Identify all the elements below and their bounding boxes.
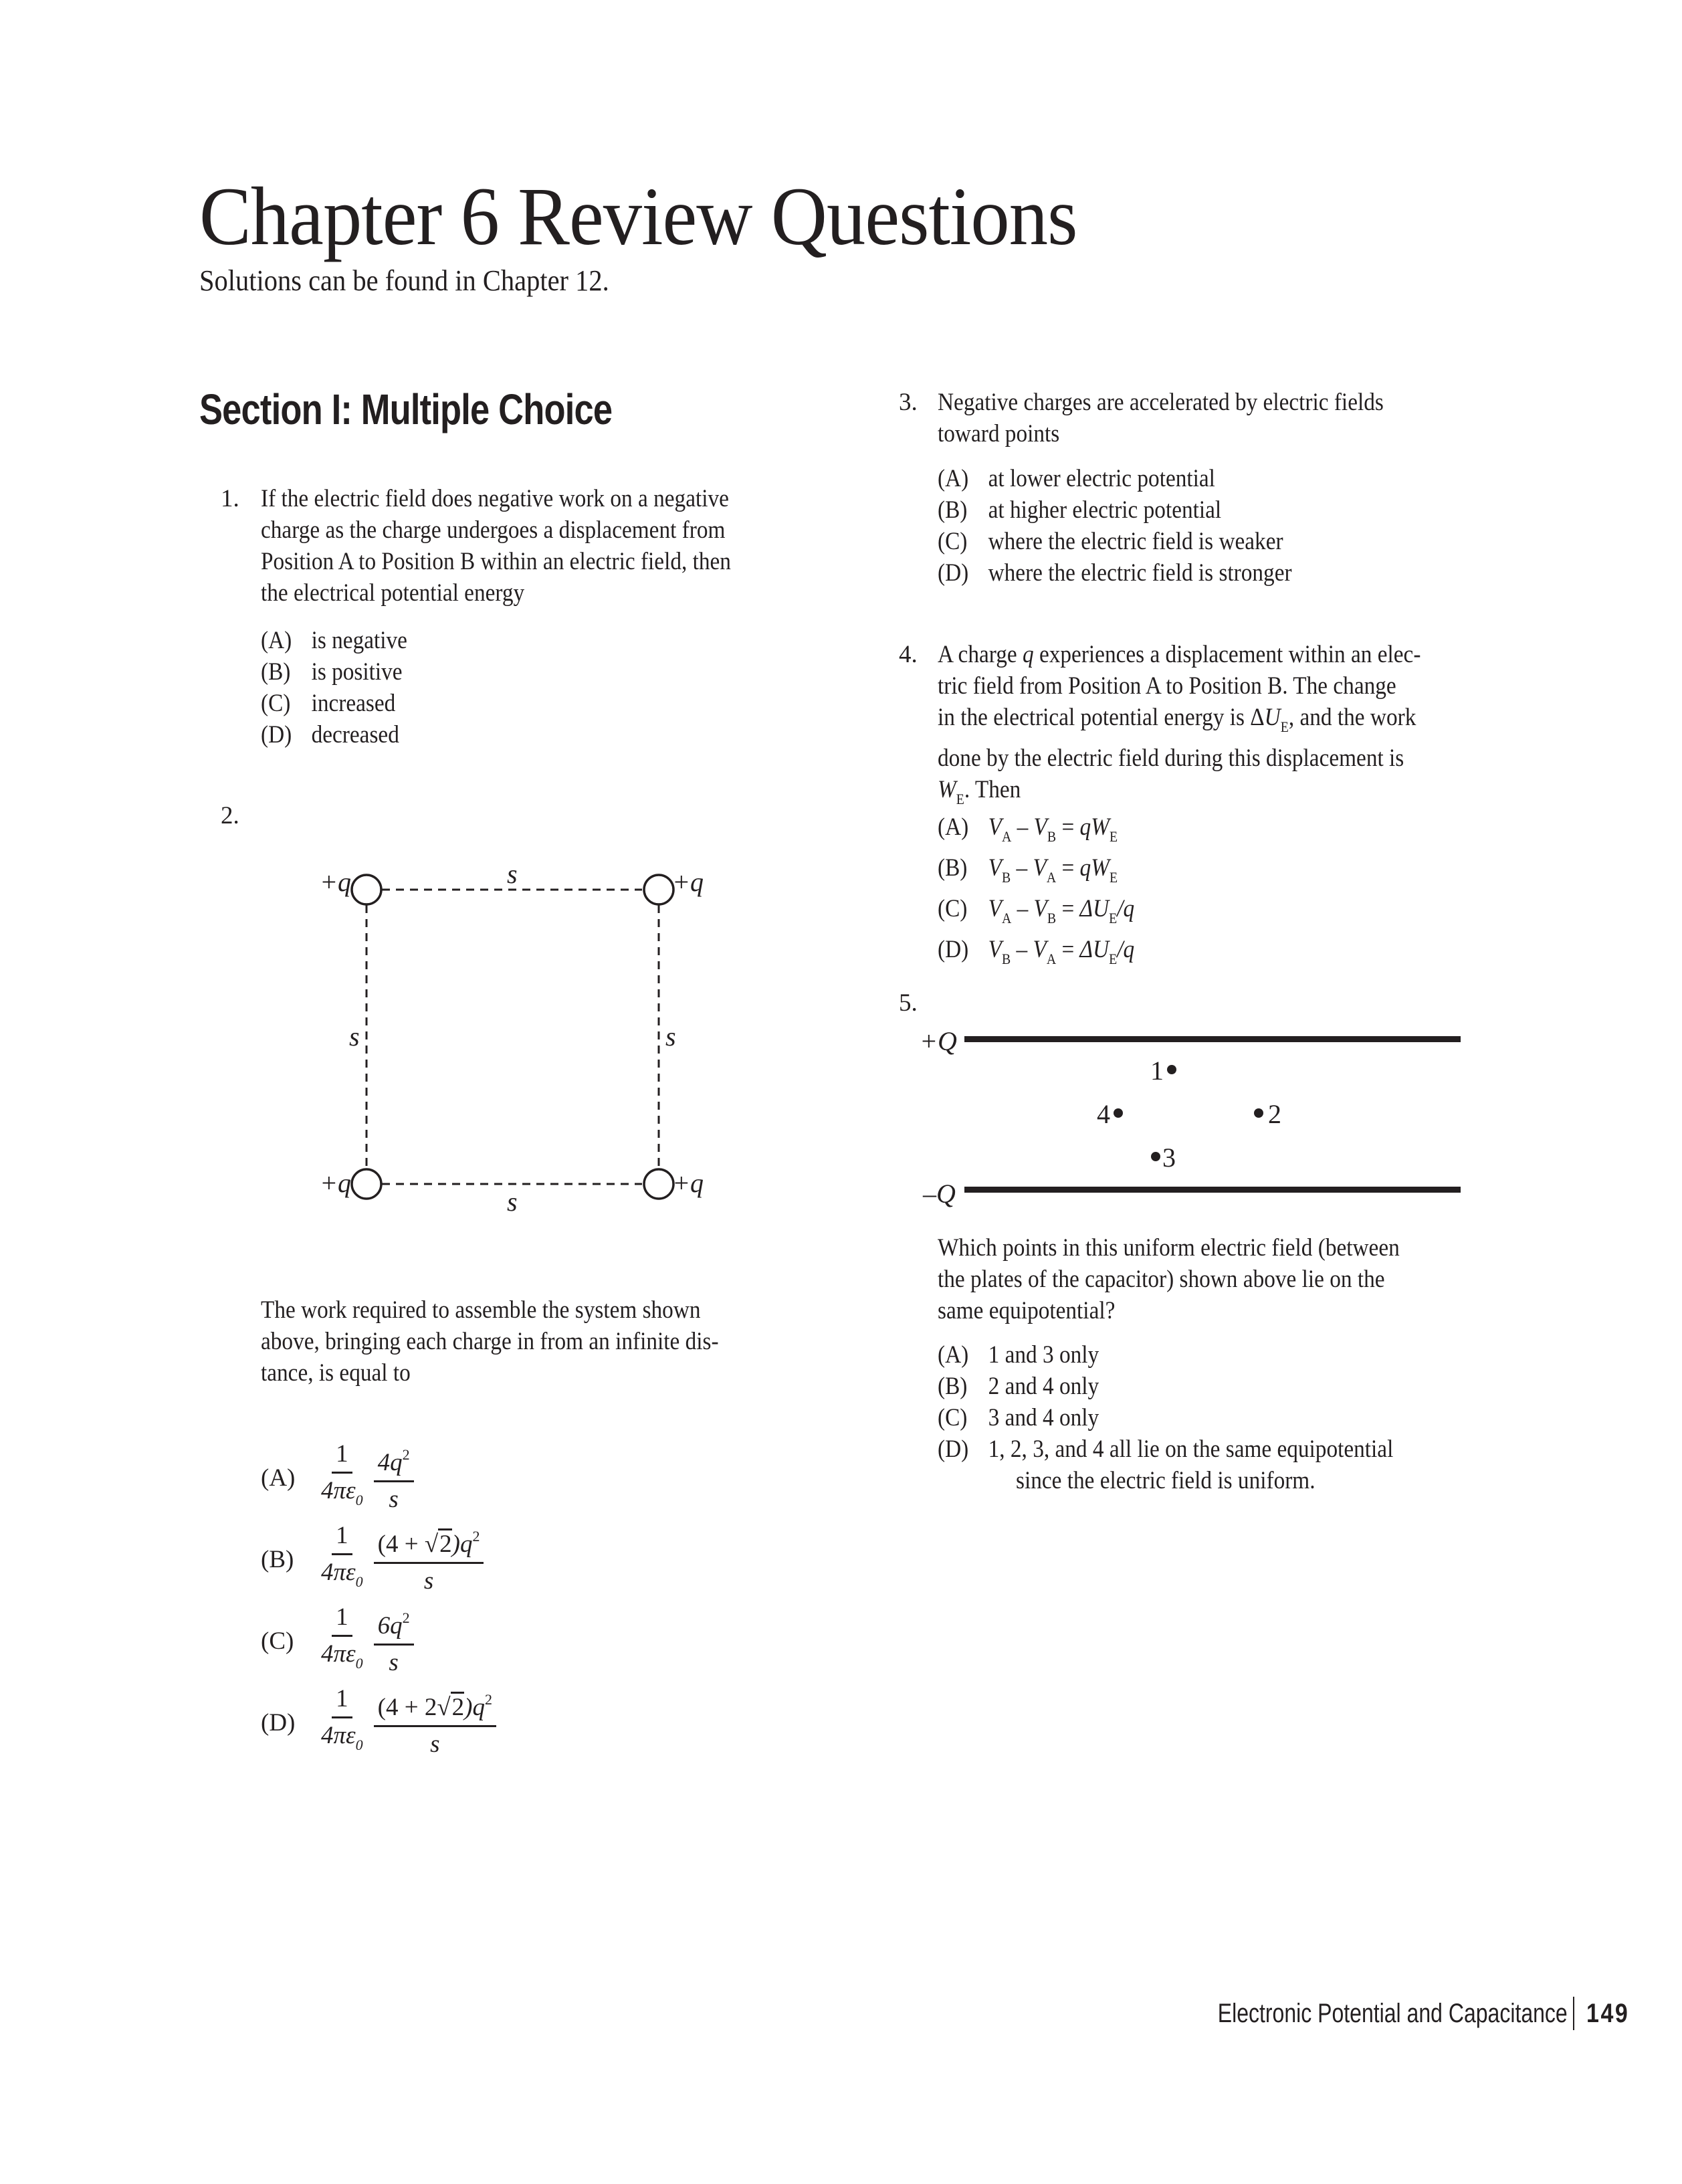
page-number: 149 [1586, 1998, 1630, 2028]
denominator [317, 1474, 367, 1516]
point-label-1: 1 [1150, 1056, 1164, 1086]
choice-c[interactable] [261, 1600, 503, 1682]
choice-d-continuation [938, 1465, 1393, 1496]
subscript: 0 [355, 1491, 363, 1508]
choice-c[interactable] [261, 688, 407, 719]
choice-label: (A) [261, 1464, 296, 1492]
num-post: )q [451, 1530, 473, 1558]
positive-plate [964, 1036, 1461, 1042]
choice-text: 2 and 4 only [988, 1373, 1099, 1400]
choice-label: (C) [938, 528, 968, 555]
charge-label-bl: +q [320, 1168, 351, 1198]
numerator: 1 [332, 1684, 352, 1718]
choice-d[interactable] [938, 934, 1134, 975]
denominator: s [430, 1730, 440, 1758]
side-label-right: s [665, 1021, 676, 1052]
choice-text: where the electric field is weaker [988, 528, 1283, 555]
charge-label-tr: +q [672, 867, 704, 897]
numerator: 1 [332, 1521, 352, 1555]
point-label-3: 3 [1162, 1143, 1176, 1173]
square-charge-diagram [294, 850, 722, 1224]
stem-line: toward points [938, 420, 1060, 448]
choice-label: (D) [938, 559, 969, 587]
numerator [374, 1685, 496, 1727]
constant-fraction [317, 1440, 367, 1516]
question-number: 4. [899, 641, 918, 668]
choice-label: (D) [938, 936, 969, 963]
num-text: 4q [377, 1448, 403, 1476]
denominator [317, 1555, 367, 1598]
point-dot-icon [1114, 1108, 1123, 1118]
constant-fraction [317, 1521, 367, 1598]
choice-c[interactable] [938, 893, 1134, 934]
charge-fraction [374, 1685, 496, 1761]
stem-line: done by the electric field during this displacement is [938, 744, 1404, 772]
charge-label-tl: +q [320, 867, 351, 897]
exponent: 2 [402, 1609, 410, 1626]
choice-b[interactable] [938, 494, 1292, 526]
question-number: 1. [221, 485, 239, 512]
question-5-number: 5. [899, 989, 918, 1017]
choice-d[interactable] [938, 557, 1292, 589]
stem-line: Which points in this uniform electric field (between [938, 1234, 1400, 1262]
page-footer [1130, 1997, 1637, 2030]
negative-plate-label: –Q [923, 1179, 956, 1209]
choice-label: (A) [938, 1341, 969, 1369]
question-stem [938, 639, 1475, 815]
choice-equation: $V_A - V_B = \Delta U_E/q$ [988, 895, 1135, 926]
answer-choices [938, 463, 1331, 589]
stem-line: Negative charges are accelerated by electric fields [938, 389, 1384, 416]
choice-b[interactable] [261, 656, 407, 688]
radicand: 2 [438, 1528, 452, 1558]
choice-b[interactable] [938, 852, 1134, 893]
footer-divider [1573, 1997, 1574, 2030]
choice-b[interactable] [261, 1518, 503, 1600]
choice-text: since the electric field is uniform. [1016, 1467, 1316, 1494]
subscript: 0 [355, 1654, 363, 1672]
running-title: Electronic Potential and Capacitance [1217, 1998, 1568, 2028]
charge-circle-icon [644, 1169, 673, 1199]
choice-label: (B) [261, 1545, 294, 1573]
constant-fraction [317, 1684, 367, 1761]
choice-label: (C) [261, 1627, 294, 1655]
choice-b[interactable] [938, 1371, 1393, 1402]
point-dot-icon [1151, 1152, 1160, 1161]
choice-label: (C) [261, 690, 291, 717]
question-stem [938, 387, 1433, 450]
stem-line: Position A to Position B within an electric field, then [261, 548, 731, 575]
subscript: 0 [355, 1736, 363, 1753]
denominator: s [389, 1648, 399, 1676]
chapter-subtitle: Solutions can be found in Chapter 12. [199, 264, 609, 297]
point-label-2: 2 [1268, 1099, 1281, 1129]
num-post: )q [464, 1693, 485, 1721]
subscript: 0 [355, 1573, 363, 1590]
question-stem [938, 1232, 1451, 1326]
choice-c[interactable] [938, 526, 1292, 557]
stem-line: A charge q experiences a displacement within an elec- [938, 641, 1421, 668]
question-2-choices [261, 1437, 503, 1763]
charge-circle-icon [352, 1169, 381, 1199]
choice-a[interactable] [261, 1437, 503, 1518]
choice-text: at higher electric potential [988, 496, 1222, 524]
answer-choices [938, 1339, 1444, 1496]
choice-label: (D) [261, 1708, 296, 1736]
question-2-stem [261, 1294, 770, 1389]
den-text: 4πε [321, 1476, 356, 1504]
sqrt-icon: √ [424, 1530, 439, 1558]
choice-c[interactable] [938, 1402, 1393, 1433]
choice-label: (A) [261, 627, 292, 654]
positive-plate-label: +Q [920, 1026, 957, 1056]
point-dot-icon [1254, 1108, 1263, 1118]
denominator: s [423, 1567, 434, 1595]
denominator [317, 1637, 367, 1680]
constant-fraction [317, 1603, 367, 1680]
choice-d[interactable] [261, 719, 407, 751]
choice-a[interactable] [938, 811, 1134, 852]
choice-d[interactable] [938, 1433, 1393, 1465]
radicand: 2 [451, 1692, 465, 1721]
side-label-bottom: s [507, 1187, 518, 1217]
denominator: s [389, 1485, 399, 1513]
choice-label: (D) [261, 721, 292, 749]
chapter-title: Chapter 6 Review Questions [199, 171, 1077, 262]
choice-text: is negative [311, 627, 407, 654]
numerator: 1 [332, 1603, 352, 1637]
choice-label: (C) [938, 1404, 968, 1431]
charge-fraction [374, 1440, 414, 1516]
side-label-top: s [507, 859, 518, 889]
choice-label: (B) [261, 658, 291, 686]
stem-line: tric field from Position A to Position B. The change [938, 672, 1396, 700]
point-dot-icon [1167, 1065, 1176, 1074]
exponent: 2 [402, 1446, 410, 1463]
stem-line: the plates of the capacitor) shown above lie on the [938, 1266, 1385, 1293]
charge-label-br: +q [672, 1168, 704, 1198]
stem-line: If the electric field does negative work on a negative [261, 485, 729, 512]
point-label-4: 4 [1097, 1099, 1110, 1129]
charge-fraction [374, 1522, 484, 1597]
choice-equation: $V_B - V_A = qW_E$ [988, 854, 1118, 886]
choice-text: increased [311, 690, 396, 717]
exponent: 2 [472, 1527, 480, 1545]
stem-line: tance, is equal to [261, 1359, 411, 1387]
section-title: Section I: Multiple Choice [199, 385, 613, 433]
stem-line: same equipotential? [938, 1297, 1116, 1324]
choice-text: where the electric field is stronger [988, 559, 1292, 587]
stem-line: in the electrical potential energy is $\Delta U_E$, and the work [938, 704, 1416, 735]
stem-line: charge as the charge undergoes a displacement from [261, 516, 726, 544]
num-pre: (4 + 2 [377, 1693, 437, 1721]
numerator [374, 1522, 484, 1564]
choice-label: (A) [938, 465, 969, 492]
choice-text: 1, 2, 3, and 4 all lie on the same equipotential [988, 1435, 1394, 1463]
choice-label: (A) [938, 813, 969, 841]
choice-text: 1 and 3 only [988, 1341, 1099, 1369]
answer-choices [261, 625, 423, 751]
charge-fraction [374, 1603, 414, 1679]
choice-label: (B) [938, 854, 968, 882]
denominator [317, 1718, 367, 1761]
den-text: 4πε [321, 1558, 356, 1586]
choice-label: (D) [938, 1435, 969, 1463]
answer-choices [938, 811, 1156, 975]
stem-line: above, bringing each charge in from an infinite dis- [261, 1328, 719, 1355]
choice-a[interactable] [938, 463, 1292, 494]
question-number: 3. [899, 389, 918, 416]
den-text: 4πε [321, 1721, 356, 1749]
stem-line: The work required to assemble the system shown [261, 1296, 701, 1324]
stem-line: $W_E$. Then [938, 776, 1021, 807]
choice-label: (B) [938, 496, 968, 524]
choice-a[interactable] [261, 625, 407, 656]
choice-equation: $V_B - V_A = \Delta U_E/q$ [988, 936, 1135, 967]
num-text: 6q [377, 1611, 403, 1640]
charge-circle-icon [352, 875, 381, 904]
choice-d[interactable] [261, 1682, 503, 1763]
side-label-left: s [349, 1021, 360, 1052]
den-text: 4πε [321, 1640, 356, 1668]
question-2-number: 2. [221, 802, 239, 829]
choice-a[interactable] [938, 1339, 1393, 1371]
choice-text: is positive [311, 658, 403, 686]
numerator: 1 [332, 1440, 352, 1474]
sqrt-icon: √ [437, 1693, 451, 1721]
choice-text: at lower electric potential [988, 465, 1215, 492]
choice-text: 3 and 4 only [988, 1404, 1099, 1431]
choice-label: (B) [938, 1373, 968, 1400]
stem-line: the electrical potential energy [261, 579, 525, 607]
capacitor-diagram [910, 1023, 1471, 1211]
question-stem [261, 483, 783, 609]
numerator [374, 1603, 414, 1646]
charge-circle-icon [644, 875, 673, 904]
choice-label: (C) [938, 895, 968, 922]
choice-equation: $V_A - V_B = qW_E$ [988, 813, 1118, 845]
numerator [374, 1440, 414, 1482]
num-pre: (4 + [377, 1530, 425, 1558]
choice-text: decreased [311, 721, 399, 749]
exponent: 2 [484, 1690, 492, 1708]
negative-plate [964, 1187, 1461, 1193]
